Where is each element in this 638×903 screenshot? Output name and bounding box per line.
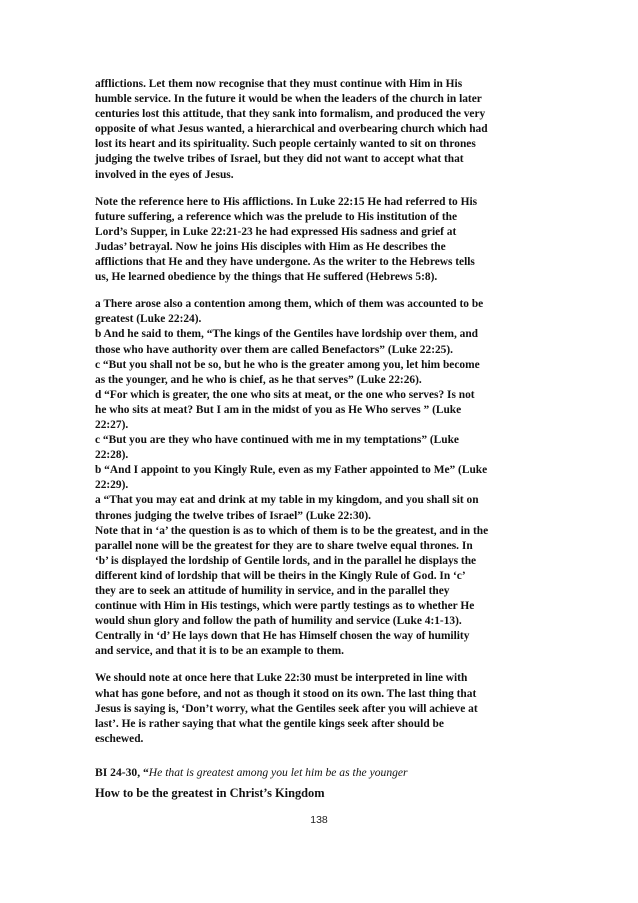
text-line: continue with Him in His testings, which were partly testings as to whether He [95, 600, 475, 613]
section-heading-reference: BI 24-30, “ [95, 766, 149, 779]
text-line: greatest (Luke 22:24). [95, 313, 202, 326]
text-line: last’. He is rather saying that what the gentile kings seek after should be [95, 717, 444, 730]
subheading: How to be the greatest in Christ’s Kingdom [95, 786, 325, 800]
text-line: centuries lost this attitude, that they sank into formalism, and produced the very [95, 108, 486, 121]
body-text [95, 77, 545, 747]
text-line: c “But you shall not be so, but he who is the greater among you, let him become [95, 358, 480, 371]
paragraph-chiasm [95, 297, 545, 659]
text-line: parallel none will be the greatest for they are to share twelve equal thrones. In [95, 539, 473, 552]
text-line: involved in the eyes of Jesus. [95, 168, 234, 181]
text-line: they are to seek an attitude of humility in service, and in the parallel they [95, 585, 450, 597]
text-line: afflictions. Let them now recognise that they must continue with Him in His [95, 78, 463, 90]
section-heading-quote: He that is greatest among you let him be as the younger [148, 766, 408, 779]
text-line: opposite of what Jesus wanted, a hierarchical and overbearing church which had [95, 123, 488, 136]
page-number: 138 [310, 814, 328, 826]
text-line: a “That you may eat and drink at my table in my kingdom, and you shall sit on [95, 494, 479, 507]
text-line: he who sits at meat? But I am in the midst of you as He Who serves ” (Luke [95, 403, 462, 416]
text-line: Centrally in ‘d’ He lays down that He has Himself chosen the way of humility [95, 630, 470, 643]
text-line: future suffering, a reference which was the prelude to His institution of the [95, 210, 458, 223]
text-line: c “But you are they who have continued with me in my temptations” (Luke [95, 434, 459, 447]
paragraph-afflictions [95, 77, 545, 183]
text-line: Judas’ betrayal. Now he joins His disciples with Him as He describes the [95, 240, 446, 253]
text-line: eschewed. [95, 732, 144, 745]
text-line: 22:28). [95, 449, 129, 462]
text-line: Lord’s Supper, in Luke 22:21-23 he had expressed His sadness and grief at [95, 225, 457, 238]
paragraph-reference-note [95, 195, 545, 286]
section-heading [95, 766, 545, 779]
text-line: as the younger, and he who is chief, as he that serves” (Luke 22:26). [95, 373, 422, 386]
text-line: Note that in ‘a’ the question is as to which of them is to be the greatest, and in the [95, 524, 489, 537]
text-line: Note the reference here to His afflictions. In Luke 22:15 He had referred to His [95, 195, 478, 208]
text-line: Jesus is saying is, ‘Don’t worry, what the Gentiles seek after you will achieve at [95, 702, 478, 715]
text-line: and service, and that it is to be an example to them. [95, 645, 344, 658]
text-line: what has gone before, and not as though it stood on its own. The last thing that [95, 687, 477, 700]
text-line: b “And I appoint to you Kingly Rule, even as my Father appointed to Me” (Luke [95, 464, 488, 477]
text-line: thrones judging the twelve tribes of Israel” (Luke 22:30). [95, 509, 371, 522]
text-line: humble service. In the future it would be when the leaders of the church in later [95, 93, 482, 106]
text-line: d “For which is greater, the one who sits at meat, or the one who serves? Is not [95, 388, 475, 401]
text-line: a There arose also a contention among them, which of them was accounted to be [95, 298, 484, 311]
paragraph-luke-22-30-note [95, 671, 545, 746]
text-line: 22:29). [95, 479, 129, 492]
text-line: 22:27). [95, 418, 129, 431]
text-line: us, He learned obedience by the things that He suffered (Hebrews 5:8). [95, 271, 438, 284]
text-line: would shun glory and follow the path of humility and service (Luke 4:1-13). [95, 615, 462, 628]
text-line: ‘b’ is displayed the lordship of Gentile lords, and in the parallel he displays the [95, 554, 477, 567]
text-line: judging the twelve tribes of Israel, but they did not want to accept what that [95, 153, 464, 166]
text-line: those who have authority over them are called Benefactors” (Luke 22:25). [95, 343, 454, 356]
text-line: lost its heart and its spirituality. Such people certainly wanted to sit on thrones [95, 138, 476, 151]
text-line: b And he said to them, “The kings of the Gentiles have lordship over them, and [95, 328, 479, 341]
text-line: We should note at once here that Luke 22:30 must be interpreted in line with [95, 672, 468, 685]
text-line: different kind of lordship that will be theirs in the Kingly Rule of God. In ‘c’ [95, 569, 466, 582]
text-line: afflictions that He and they have undergone. As the writer to the Hebrews tells [95, 256, 475, 269]
